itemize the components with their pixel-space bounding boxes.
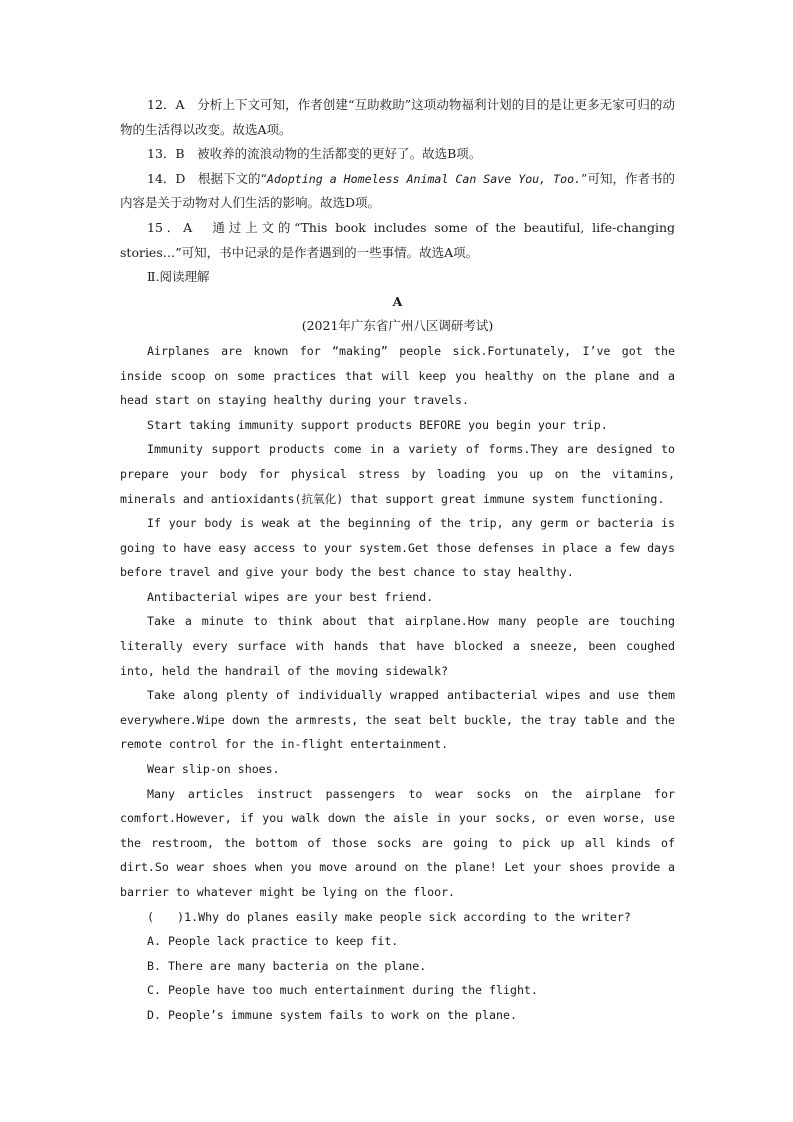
section-heading: Ⅱ.阅读理解 bbox=[147, 269, 210, 285]
question-stem: ( )1.Why do planes easily make people sick according to the writer? bbox=[147, 909, 631, 924]
passage-paragraph: Take along plenty of individually wrapped antibacterial wipes and use them everywhere.Wipe down the armrests, the seat belt buckle, the tray table and the remote control for the in-flight entertainment. bbox=[120, 688, 682, 752]
answer-14 bbox=[120, 167, 675, 216]
answer-12: 12．A 分析上下文可知，作者创建“互助救助”这项动物福利计划的目的是让更多无家可归的动物的生活得以改变。故选A项。 bbox=[120, 97, 675, 137]
passage-source: (2021年广东省广州八区调研考试) bbox=[301, 318, 494, 334]
passage-paragraph: Many articles instruct passengers to wear socks on the airplane for comfort.However, if you walk down the aisle in your socks, or even worse, use the restroom, the bottom of those socks are going to pick up all kinds of dirt.So wear shoes when you move around on the plane! Let your shoes provide a barrier to whatever might be lying on the floor. bbox=[120, 786, 682, 899]
question-option-a: A. People lack practice to keep fit. bbox=[147, 934, 399, 949]
passage-paragraph: Antibacterial wipes are your best friend. bbox=[147, 589, 434, 604]
answer-14-post: ”可知，作者书的内容是关于动物对人们生活的影响。故选D项。 bbox=[120, 170, 675, 211]
answer-14-quote: Adopting a Homeless Animal Can Save You, Too. bbox=[266, 171, 582, 186]
passage-paragraph: Take a minute to think about that airplane.How many people are touching literally every surface with hands that have blocked a sneeze, been coughed into, held the handrail of the moving sidewalk? bbox=[120, 614, 682, 678]
answer-13: 13．B 被收养的流浪动物的生活都变的更好了。故选B项。 bbox=[147, 146, 482, 162]
passage-paragraph: Wear slip-on shoes. bbox=[147, 762, 280, 777]
passage-paragraph: Immunity support products come in a variety of forms.They are designed to prepare your body for physical stress by loading you up on the vitamins, minerals and antioxidants(抗氧化) that support great immune system functioning. bbox=[120, 442, 682, 506]
passage-paragraph: Start taking immunity support products BEFORE you begin your trip. bbox=[147, 417, 608, 432]
answer-14-pre: 14．D 根据下文的“ bbox=[147, 170, 267, 186]
document-page bbox=[120, 93, 682, 1028]
question-option-b: B. There are many bacteria on the plane. bbox=[147, 958, 427, 973]
question-option-d: D. People’s immune system fails to work on the plane. bbox=[147, 1007, 517, 1022]
passage-paragraph: If your body is weak at the beginning of the trip, any germ or bacteria is going to have easy access to your system.Get those defenses in place a few days before travel and give your body the best chance to stay healthy. bbox=[120, 516, 682, 580]
passage-label: A bbox=[392, 293, 403, 309]
answer-15: 15．A 通过上文的“This book includes some of the beautiful, life-changing stories…”可知，书中记录的是作者遇到的一些事情。故选A项。 bbox=[120, 219, 679, 260]
passage-paragraph: Airplanes are known for “making” people sick.Fortunately, I’ve got the inside scoop on some practices that will keep you healthy on the plane and a head start on staying healthy during your travels. bbox=[120, 343, 682, 408]
question-option-c: C. People have too much entertainment during the flight. bbox=[147, 983, 538, 998]
